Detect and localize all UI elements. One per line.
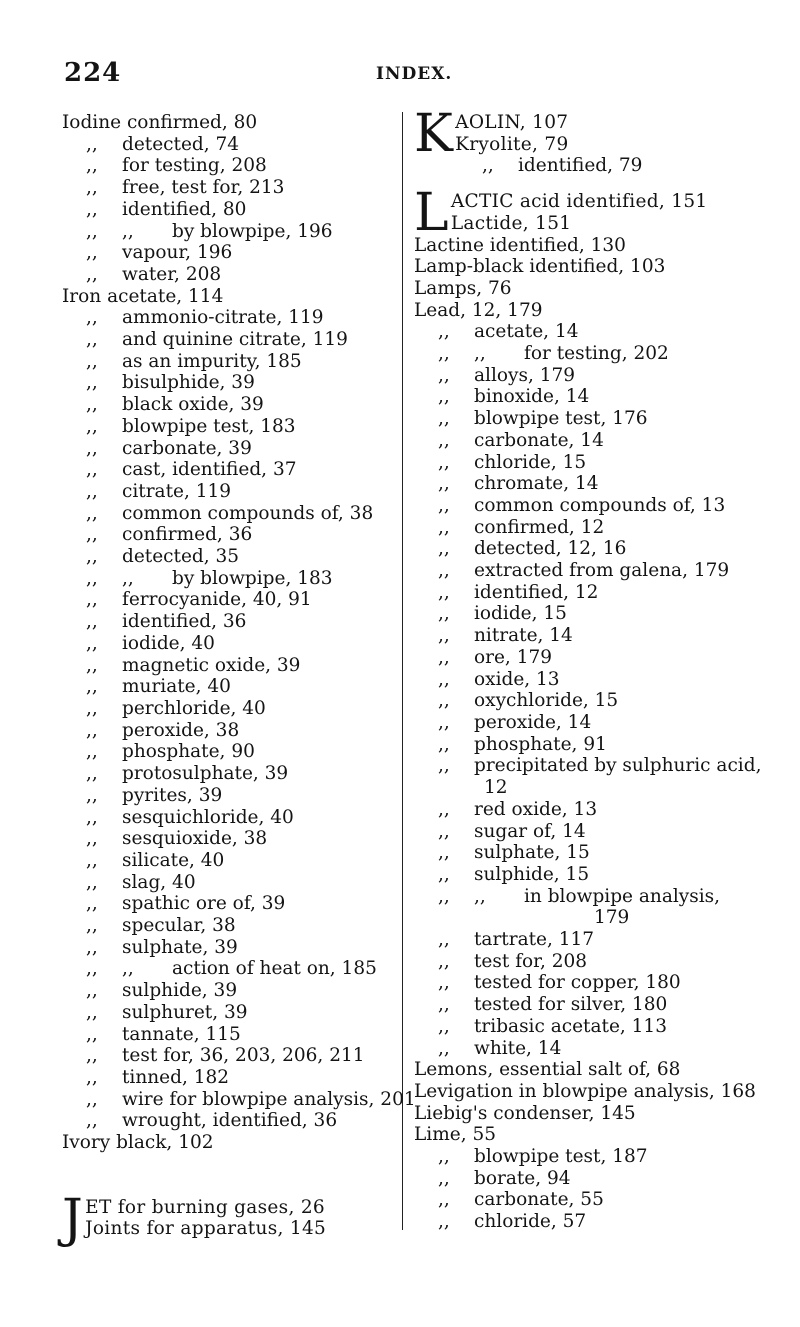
ditto-mark: ,, bbox=[86, 1045, 98, 1067]
ditto-mark: ,, bbox=[86, 133, 98, 155]
ditto-mark: ,, bbox=[86, 632, 98, 654]
ditto-mark: ,, bbox=[86, 763, 98, 785]
ditto-mark: ,, bbox=[438, 1146, 450, 1168]
ditto-mark: ,, bbox=[438, 364, 450, 386]
index-subentry: action of heat on, 185 bbox=[172, 958, 377, 980]
ditto-mark: ,, bbox=[438, 1211, 450, 1233]
ditto-mark: ,, bbox=[438, 538, 450, 560]
index-entry: Lamps, 76 bbox=[414, 277, 512, 299]
ditto-mark: ,, bbox=[474, 343, 486, 365]
ditto-mark: ,, bbox=[438, 733, 450, 755]
ditto-mark: ,, bbox=[438, 581, 450, 603]
ditto-mark: ,, bbox=[86, 719, 98, 741]
index-subentry: sulphide, 15 bbox=[474, 863, 590, 885]
index-subentry: sulphuret, 39 bbox=[122, 1001, 248, 1023]
index-subentry: oxide, 13 bbox=[474, 668, 560, 690]
ditto-mark: ,, bbox=[86, 893, 98, 915]
index-subentry: oxychloride, 15 bbox=[474, 690, 619, 712]
ditto-mark: ,, bbox=[438, 516, 450, 538]
index-subentry: pyrites, 39 bbox=[122, 784, 223, 806]
index-subentry: nitrate, 14 bbox=[474, 625, 573, 647]
ditto-mark: ,, bbox=[86, 871, 98, 893]
index-subentry: ore, 179 bbox=[474, 646, 553, 668]
index-subentry: by blowpipe, 196 bbox=[172, 220, 333, 242]
index-subentry: sesquichloride, 40 bbox=[122, 806, 294, 828]
index-subentry: tartrate, 117 bbox=[474, 929, 595, 951]
ditto-mark: ,, bbox=[438, 451, 450, 473]
ditto-mark: ,, bbox=[86, 1066, 98, 1088]
ditto-mark: ,, bbox=[438, 603, 450, 625]
ditto-mark: ,, bbox=[86, 459, 98, 481]
index-subentry: detected, 35 bbox=[122, 546, 240, 568]
index-subentry: common compounds of, 38 bbox=[122, 502, 374, 524]
index-subentry: tinned, 182 bbox=[122, 1066, 230, 1088]
ditto-mark: ,, bbox=[86, 915, 98, 937]
index-subentry: spathic ore of, 39 bbox=[122, 893, 286, 915]
drop-cap-l: L bbox=[414, 183, 449, 244]
ditto-mark: ,, bbox=[86, 524, 98, 546]
ditto-mark: ,, bbox=[86, 980, 98, 1002]
ditto-mark: ,, bbox=[438, 1037, 450, 1059]
ditto-mark: ,, bbox=[438, 473, 450, 495]
index-subentry: common compounds of, 13 bbox=[474, 494, 726, 516]
letter-section-l bbox=[414, 183, 769, 244]
ditto-mark: ,, bbox=[86, 1023, 98, 1045]
ditto-mark: ,, bbox=[86, 220, 98, 242]
index-continuation: 12 bbox=[484, 777, 508, 799]
ditto-mark: ,, bbox=[438, 820, 450, 842]
ditto-mark: ,, bbox=[86, 242, 98, 264]
ditto-mark: ,, bbox=[438, 408, 450, 430]
index-subentry: red oxide, 13 bbox=[474, 798, 598, 820]
ditto-mark: ,, bbox=[438, 625, 450, 647]
index-entry: Iron acetate, 114 bbox=[62, 285, 224, 307]
index-subentry: blowpipe test, 183 bbox=[122, 415, 296, 437]
index-subentry: detected, 12, 16 bbox=[474, 538, 627, 560]
ditto-mark: ,, bbox=[86, 806, 98, 828]
index-column-right bbox=[414, 104, 769, 1233]
ditto-mark: ,, bbox=[438, 863, 450, 885]
page-number: 224 bbox=[64, 58, 122, 88]
index-entry: AOLIN, 107 bbox=[455, 112, 569, 133]
ditto-mark: ,, bbox=[86, 329, 98, 351]
index-subentry: confirmed, 12 bbox=[474, 516, 605, 538]
ditto-mark: ,, bbox=[86, 155, 98, 177]
ditto-mark: ,, bbox=[438, 755, 450, 777]
index-subentry: identified, 12 bbox=[474, 581, 599, 603]
index-subentry: water, 208 bbox=[122, 263, 222, 285]
index-subentry: by blowpipe, 183 bbox=[172, 567, 333, 589]
index-subentry: cast, identified, 37 bbox=[122, 459, 297, 481]
index-subentry: sugar of, 14 bbox=[474, 820, 586, 842]
index-subentry: citrate, 119 bbox=[122, 480, 232, 502]
letter-section-k bbox=[414, 104, 769, 164]
ditto-mark: ,, bbox=[438, 950, 450, 972]
ditto-mark: ,, bbox=[122, 958, 134, 980]
ditto-mark: ,, bbox=[86, 676, 98, 698]
index-entry: Lactine identified, 130 bbox=[414, 234, 626, 256]
index-entry: ET for burning gases, 26 bbox=[85, 1196, 325, 1218]
index-subentry: for testing, 208 bbox=[122, 155, 267, 177]
index-subentry: in blowpipe analysis, bbox=[524, 885, 721, 907]
ditto-mark: ,, bbox=[86, 177, 98, 199]
ditto-mark: ,, bbox=[86, 546, 98, 568]
index-subentry: blowpipe test, 187 bbox=[474, 1146, 648, 1168]
index-subentry: white, 14 bbox=[474, 1037, 562, 1059]
drop-cap-j: J bbox=[62, 1188, 84, 1249]
ditto-mark: ,, bbox=[86, 350, 98, 372]
ditto-mark: ,, bbox=[86, 307, 98, 329]
ditto-mark: ,, bbox=[438, 1015, 450, 1037]
ditto-mark: ,, bbox=[86, 828, 98, 850]
ditto-mark: ,, bbox=[438, 386, 450, 408]
ditto-mark: ,, bbox=[438, 343, 450, 365]
index-entry: Joints for apparatus, 145 bbox=[85, 1218, 327, 1240]
ditto-mark: ,, bbox=[438, 972, 450, 994]
index-subentry: detected, 74 bbox=[122, 133, 240, 155]
index-entry: ACTIC acid identified, 151 bbox=[450, 191, 708, 213]
ditto-mark: ,, bbox=[86, 958, 98, 980]
ditto-mark: ,, bbox=[86, 1110, 98, 1132]
ditto-mark: ,, bbox=[86, 611, 98, 633]
index-subentry: phosphate, 90 bbox=[122, 741, 255, 763]
index-subentry: peroxide, 38 bbox=[122, 719, 240, 741]
index-entry: Ivory black, 102 bbox=[62, 1132, 214, 1154]
index-subentry: and quinine citrate, 119 bbox=[122, 329, 348, 351]
index-subentry: muriate, 40 bbox=[122, 676, 231, 698]
index-subentry: confirmed, 36 bbox=[122, 524, 253, 546]
index-subentry: wire for blowpipe analysis, 201 bbox=[122, 1088, 416, 1110]
index-entry: Lime, 55 bbox=[414, 1124, 496, 1146]
index-subentry: precipitated by sulphuric acid, bbox=[474, 755, 762, 777]
index-subentry: free, test for, 213 bbox=[122, 177, 285, 199]
drop-cap-k: K bbox=[414, 104, 454, 164]
ditto-mark: ,, bbox=[86, 372, 98, 394]
ditto-mark: ,, bbox=[86, 1001, 98, 1023]
letter-section-j bbox=[62, 1188, 422, 1249]
index-subentry: identified, 80 bbox=[122, 198, 247, 220]
ditto-mark: ,, bbox=[86, 1088, 98, 1110]
ditto-mark: ,, bbox=[86, 567, 98, 589]
ditto-mark: ,, bbox=[438, 798, 450, 820]
index-subentry: protosulphate, 39 bbox=[122, 763, 289, 785]
ditto-mark: ,, bbox=[86, 502, 98, 524]
ditto-mark: ,, bbox=[438, 994, 450, 1016]
index-subentry: tested for copper, 180 bbox=[474, 972, 681, 994]
index-subentry: binoxide, 14 bbox=[474, 386, 590, 408]
index-continuation: 179 bbox=[594, 907, 630, 929]
index-subentry: iodide, 15 bbox=[474, 603, 567, 625]
index-entry: Lactide, 151 bbox=[450, 212, 572, 234]
index-subentry: chloride, 57 bbox=[474, 1211, 587, 1233]
ditto-mark: ,, bbox=[438, 1189, 450, 1211]
ditto-mark: ,, bbox=[438, 429, 450, 451]
ditto-mark: ,, bbox=[86, 697, 98, 719]
ditto-mark: ,, bbox=[86, 654, 98, 676]
ditto-mark: ,, bbox=[438, 885, 450, 907]
index-subentry: chloride, 15 bbox=[474, 451, 587, 473]
index-subentry: peroxide, 14 bbox=[474, 711, 592, 733]
index-subentry: sulphate, 39 bbox=[122, 936, 238, 958]
index-subentry: identified, 36 bbox=[122, 611, 247, 633]
index-subentry: wrought, identified, 36 bbox=[122, 1110, 338, 1132]
ditto-mark: ,, bbox=[86, 849, 98, 871]
ditto-mark: ,, bbox=[122, 567, 134, 589]
index-subentry: carbonate, 55 bbox=[474, 1189, 604, 1211]
index-subentry: tribasic acetate, 113 bbox=[474, 1015, 667, 1037]
index-entry: Iodine confirmed, 80 bbox=[62, 112, 258, 133]
index-entry: Kryolite, 79 bbox=[455, 133, 569, 155]
index-subentry: ferrocyanide, 40, 91 bbox=[122, 589, 312, 611]
ditto-mark: ,, bbox=[438, 690, 450, 712]
ditto-mark: ,, bbox=[86, 589, 98, 611]
index-subentry: acetate, 14 bbox=[474, 321, 579, 343]
ditto-mark: ,, bbox=[86, 415, 98, 437]
ditto-mark: ,, bbox=[86, 936, 98, 958]
index-subentry: slag, 40 bbox=[122, 871, 196, 893]
ditto-mark: ,, bbox=[86, 198, 98, 220]
ditto-mark: ,, bbox=[438, 321, 450, 343]
ditto-mark: ,, bbox=[438, 560, 450, 582]
ditto-mark: ,, bbox=[86, 741, 98, 763]
index-subentry: sulphate, 15 bbox=[474, 842, 590, 864]
index-entry: Lamp-black identified, 103 bbox=[414, 256, 666, 278]
index-subentry: borate, 94 bbox=[474, 1167, 571, 1189]
index-subentry: silicate, 40 bbox=[122, 849, 225, 871]
ditto-mark: ,, bbox=[438, 842, 450, 864]
index-subentry: tannate, 115 bbox=[122, 1023, 241, 1045]
index-subentry: carbonate, 39 bbox=[122, 437, 252, 459]
index-subentry: bisulphide, 39 bbox=[122, 372, 255, 394]
ditto-mark: ,, bbox=[482, 155, 494, 177]
index-subentry: specular, 38 bbox=[122, 915, 236, 937]
index-subentry: sesquioxide, 38 bbox=[122, 828, 268, 850]
ditto-mark: ,, bbox=[86, 480, 98, 502]
index-subentry: black oxide, 39 bbox=[122, 394, 264, 416]
index-column-left bbox=[62, 112, 422, 1249]
index-subentry: carbonate, 14 bbox=[474, 429, 604, 451]
index-subentry: perchloride, 40 bbox=[122, 697, 266, 719]
index-subentry: iodide, 40 bbox=[122, 632, 215, 654]
index-subentry: phosphate, 91 bbox=[474, 733, 607, 755]
index-subentry: identified, 79 bbox=[518, 155, 643, 177]
ditto-mark: ,, bbox=[438, 494, 450, 516]
ditto-mark: ,, bbox=[474, 885, 486, 907]
index-entry: Levigation in blowpipe analysis, 168 bbox=[414, 1080, 756, 1102]
index-subentry: for testing, 202 bbox=[524, 343, 669, 365]
ditto-mark: ,, bbox=[86, 394, 98, 416]
index-subentry: alloys, 179 bbox=[474, 364, 576, 386]
index-entry: Lemons, essential salt of, 68 bbox=[414, 1059, 681, 1081]
ditto-mark: ,, bbox=[438, 711, 450, 733]
index-subentry: sulphide, 39 bbox=[122, 980, 238, 1002]
index-subentry: vapour, 196 bbox=[122, 242, 233, 264]
index-subentry: as an impurity, 185 bbox=[122, 350, 302, 372]
index-subentry: tested for silver, 180 bbox=[474, 994, 668, 1016]
ditto-mark: ,, bbox=[86, 437, 98, 459]
index-subentry: chromate, 14 bbox=[474, 473, 599, 495]
ditto-mark: ,, bbox=[438, 1167, 450, 1189]
running-head: INDEX. bbox=[376, 64, 453, 84]
ditto-mark: ,, bbox=[438, 646, 450, 668]
ditto-mark: ,, bbox=[86, 784, 98, 806]
index-subentry: extracted from galena, 179 bbox=[474, 560, 730, 582]
ditto-mark: ,, bbox=[438, 929, 450, 951]
index-subentry: blowpipe test, 176 bbox=[474, 408, 648, 430]
ditto-mark: ,, bbox=[122, 220, 134, 242]
index-subentry: test for, 208 bbox=[474, 950, 588, 972]
ditto-mark: ,, bbox=[86, 263, 98, 285]
index-subentry: magnetic oxide, 39 bbox=[122, 654, 301, 676]
index-subentry: ammonio-citrate, 119 bbox=[122, 307, 324, 329]
index-entry: Lead, 12, 179 bbox=[414, 299, 543, 321]
index-entry: Liebig's condenser, 145 bbox=[414, 1102, 636, 1124]
index-subentry: test for, 36, 203, 206, 211 bbox=[122, 1045, 365, 1067]
ditto-mark: ,, bbox=[438, 668, 450, 690]
